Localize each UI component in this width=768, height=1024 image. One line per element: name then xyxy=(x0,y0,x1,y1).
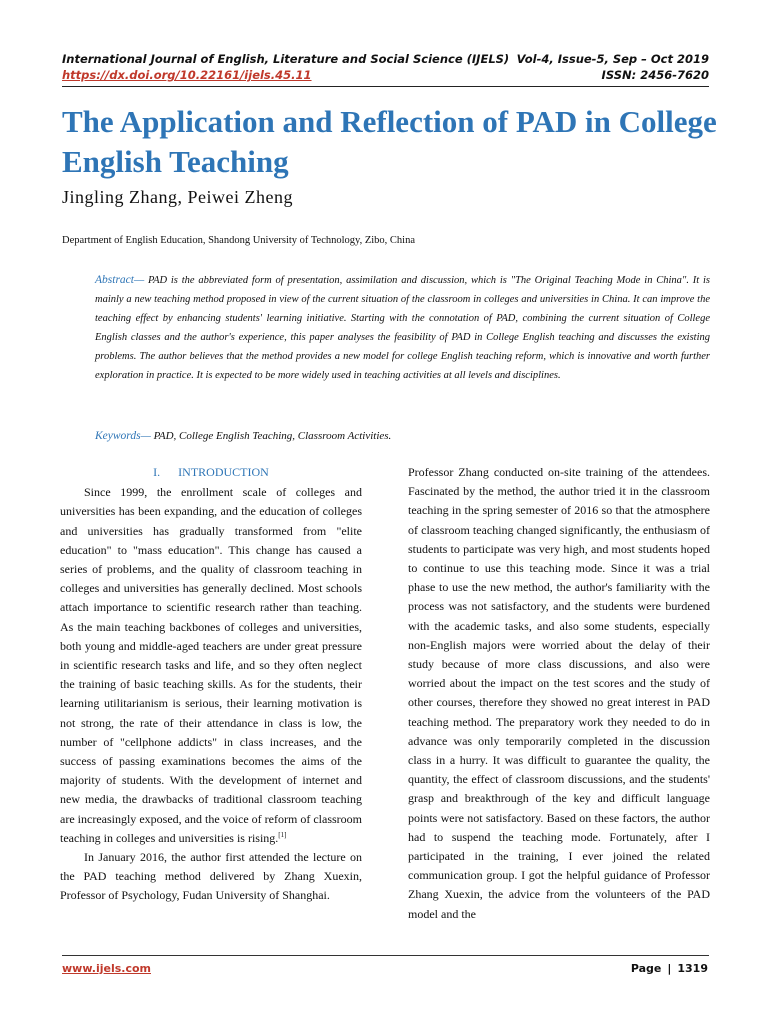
citation-reference[interactable]: [1] xyxy=(278,830,287,839)
page-number: 1319 xyxy=(677,962,708,975)
footer-divider xyxy=(62,955,709,956)
journal-website-link[interactable]: www.ijels.com xyxy=(62,962,151,975)
doi-link[interactable]: https://dx.doi.org/10.22161/ijels.45.11 xyxy=(62,68,312,82)
page-label: Page xyxy=(630,962,662,975)
abstract xyxy=(95,271,710,385)
abstract-label: Abstract— xyxy=(95,274,145,286)
abstract-text: PAD is the abbreviated form of presentation, assimilation and discussion, which is "The Original Teaching Mode in China". It is mainly a new teaching method proposed in view of the current situation of the classroom in colleges and universities in China. It can improve the teaching effect by enhancing students' learning initiative. Starting with the connotation of PAD, combining the current situation of College English classes and the author's experience, this paper analyses the feasibility of PAD in College English teaching and discusses the existing problems. The author believes that the method provides a new model for college English teaching reform, which is innovative and worth further exploration in practice. It is expected to be more widely used in teaching activities at all levels and disciplines. xyxy=(95,275,710,381)
paper-title: The Application and Reflection of PAD in College English Teaching xyxy=(62,104,717,179)
keywords xyxy=(95,430,391,442)
section-heading xyxy=(60,463,362,482)
paragraph-text: Since 1999, the enrollment scale of colleges and universities has been expanding, and the education of colleges and universities has gradually transformed from "elite education" to "mass education". This change has caused a series of problems, and the quality of classroom teaching in colleges and universities has generally declined. Most schools attach importance to scientific research rather than teaching. As the main teaching backbones of colleges and universities, both young and middle-aged teachers are under great pressure in scientific research tasks and life, and so they often neglect the training of basic teaching skills. As for the students, their learning utilitarianism is serious, their learning motivation is not strong, the rate of their attendance in class is low, the number of "cellphone addicts" in class increases, and the success of passing examinations becomes the aims of the majority of students. With the development of internet and new media, the drawbacks of traditional classroom teaching are increasingly exposed, and the voice of reform of classroom teaching in colleges and universities is rising. xyxy=(60,485,362,845)
body-paragraph: In January 2016, the author first attended the lecture on the PAD teaching method delivered by Zhang Xuexin, Professor of Psychology, Fudan University of Shanghai. xyxy=(60,850,362,903)
page-number-label: Page | 1319 xyxy=(630,962,708,975)
paper-authors: Jingling Zhang, Peiwei Zheng xyxy=(62,187,293,207)
right-column xyxy=(408,463,710,924)
keywords-label: Keywords— xyxy=(95,430,151,442)
journal-header-row xyxy=(62,52,709,66)
body-paragraph xyxy=(60,483,362,848)
journal-name: International Journal of English, Literature and Social Science (IJELS) xyxy=(62,52,510,66)
left-column xyxy=(60,463,362,906)
header-divider xyxy=(62,86,709,87)
section-number: I. xyxy=(153,465,161,479)
section-title: INTRODUCTION xyxy=(178,465,269,479)
issn: ISSN: 2456-7620 xyxy=(601,68,709,82)
volume-issue: Vol-4, Issue-5, Sep – Oct 2019 xyxy=(516,52,709,66)
keywords-text: PAD, College English Teaching, Classroom Activities. xyxy=(150,430,392,442)
author-affiliation: Department of English Education, Shandong University of Technology, Zibo, China xyxy=(62,235,415,246)
body-paragraph: Professor Zhang conducted on-site training of the attendees. Fascinated by the method, the author tried it in the classroom teaching in the spring semester of 2016 so that the atmosphere of classroom teaching changed significantly, the enthusiasm of students to participate was very high, and most students hoped to continue to use this teaching mode. Since it was a trial phase to use the new method, the author's familiarity with the process was not satisfactory, and the students were burdened with the academic tasks, and also some students, especially non-English majors were worried about the delay of their study because of more class discussions, and also were worried about the impact on the test scores and the study of other courses, therefore they showed no great interest in PAD teaching method. The preparatory work they needed to do in advance was only temporarily completed in the discussion class in a hurry. It was difficult to guarantee the quality, the quantity, the effect of classroom discussions, and the students' grasp and breakthrough of the key and difficult language points were not satisfactory. Based on these factors, the author had to suspend the teaching mode. Fortunately, after I participated in the training, I ever joined the related communication group. I got the helpful guidance of Professor Zhang Xuexin, the advice from the volunteers of the PAD model and the xyxy=(408,465,710,921)
doi-header-row xyxy=(62,68,709,82)
